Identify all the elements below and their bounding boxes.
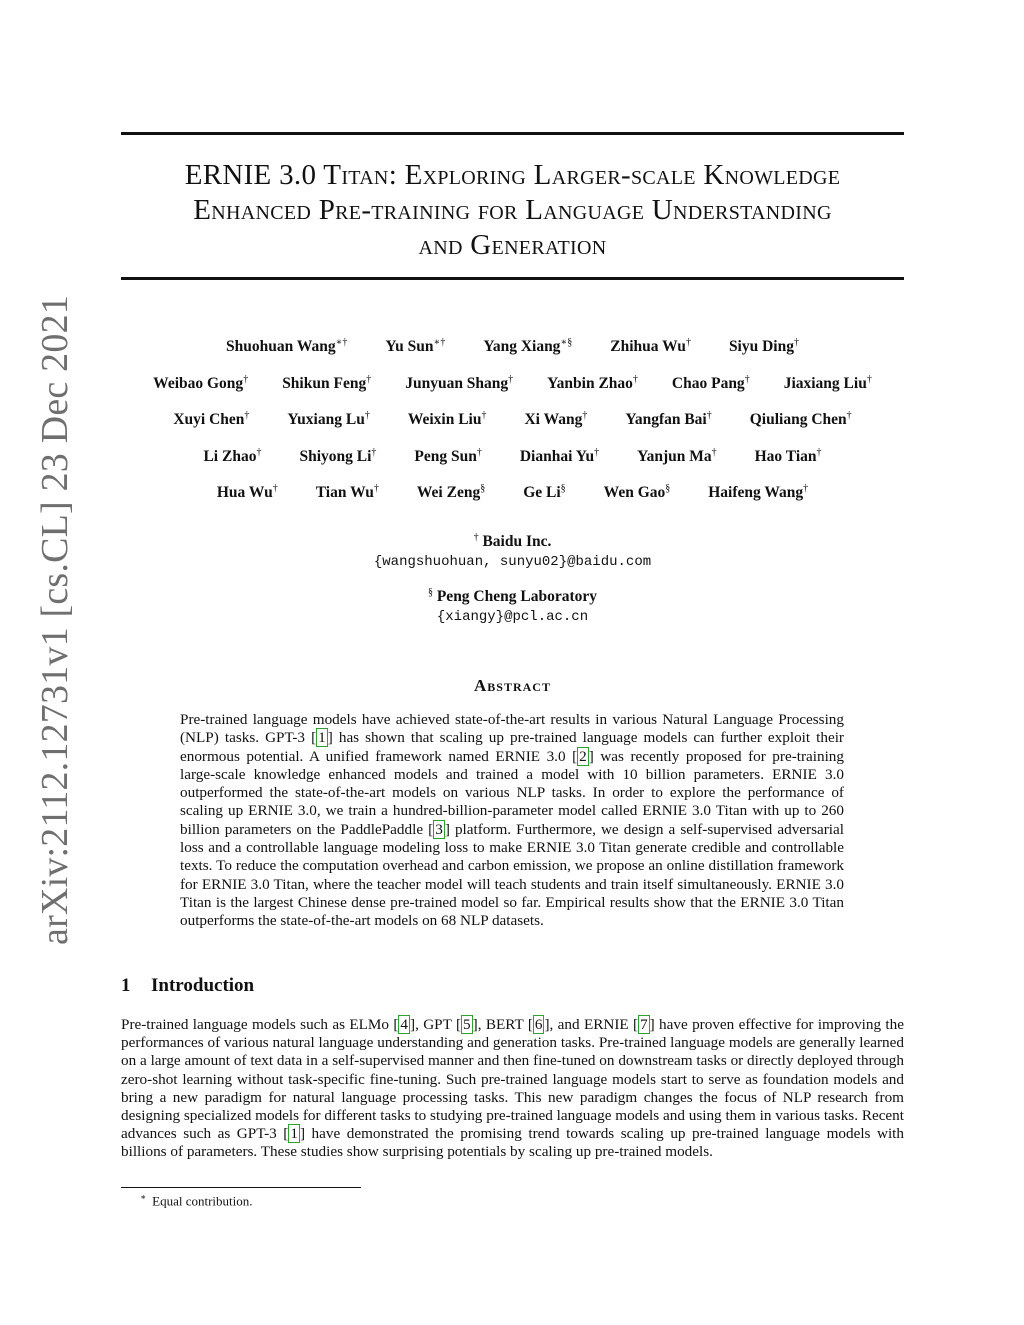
author: Weibao Gong† <box>153 373 249 392</box>
author: Yanbin Zhao† <box>547 373 638 392</box>
citation-link[interactable]: 3 <box>435 820 443 838</box>
author: Xi Wang† <box>524 410 588 429</box>
affiliation-baidu <box>121 532 904 570</box>
citation-link[interactable]: 7 <box>640 1016 648 1033</box>
citation-link[interactable]: 2 <box>579 747 587 765</box>
section-heading: 1 Introduction <box>121 975 255 996</box>
author: Yu Sun∗† <box>385 337 446 356</box>
author: Yanjun Ma† <box>637 446 717 465</box>
affiliation-email[interactable]: {xiangy}@pcl.ac.cn <box>436 609 589 626</box>
author: Siyu Ding† <box>728 337 799 356</box>
affiliation-pcl <box>121 587 904 625</box>
abstract-heading: Abstract <box>474 676 551 695</box>
author: Wei Zeng§ <box>416 483 486 502</box>
author: Peng Sun† <box>414 446 482 465</box>
citation-link[interactable]: 6 <box>534 1016 543 1033</box>
title-rule-bottom <box>121 277 904 280</box>
author: Shikun Feng† <box>282 373 372 392</box>
author-row <box>121 337 904 374</box>
affiliation-email[interactable]: {wangshuohuan, sunyu02}@baidu.com <box>373 554 652 571</box>
author: Yang Xiang∗§ <box>483 337 573 356</box>
citation-link[interactable]: 1 <box>318 729 326 747</box>
arxiv-stamp: arXiv:2112.12731v1 [cs.CL] 23 Dec 2021 <box>34 295 76 945</box>
citation-link[interactable]: 4 <box>400 1016 409 1033</box>
author: Zhihua Wu† <box>610 337 691 356</box>
affiliation-name: † Baidu Inc. <box>473 532 552 551</box>
citation-link[interactable]: 1 <box>290 1125 298 1143</box>
author-row <box>121 447 904 484</box>
author: Jiaxiang Liu† <box>783 373 872 392</box>
author: Qiuliang Chen† <box>749 410 852 429</box>
author: Chao Pang† <box>671 373 750 392</box>
author: Shiyong Li† <box>299 446 377 465</box>
footnote-rule <box>121 1187 361 1188</box>
title-line-1: ERNIE 3.0 Titan: Exploring Larger-scale Knowledge <box>184 159 841 191</box>
author: Yuxiang Lu† <box>287 410 370 429</box>
author: Ge Li§ <box>523 483 566 502</box>
abstract-body: Pre-trained language models have achieved state-of-the-art results in various Natural Language Processing (NLP) tasks. GPT-3 [ 1 ] has shown that scaling up pre-trained language models can further exploit their enormous potential. A unified framework named ERNIE 3.0 [ 2 ] was recently proposed for pre-training large-scale knowledge enhanced models and trained a model with 10 billion parameters. ERNIE 3.0 outperformed the state-of-the-art models on various NLP tasks. In order to explore the performance of scaling up ERNIE 3.0, we train a hundred-billion-parameter model called ERNIE 3.0 Titan with up to 260 billion parameters on the PaddlePaddle [ 3 ] platform. Furthermore, we design a self-supervised adversarial loss and a controllable language modeling loss to make ERNIE 3.0 Titan generate credible and controllable texts. To reduce the computation overhead and carbon emission, we propose an online distillation framework for ERNIE 3.0 Titan, where the teacher model will teach students and train itself simultaneously. ERNIE 3.0 Titan is the largest Chinese dense pre-trained model so far. Empirical results show that the ERNIE 3.0 Titan outperforms the state-of-the-art models on 68 NLP datasets. <box>180 711 844 930</box>
title-line-2: Enhanced Pre-training for Language Understanding <box>193 194 832 226</box>
author-row <box>121 410 904 447</box>
citation-link[interactable]: 5 <box>463 1016 471 1033</box>
author: Li Zhao† <box>203 446 262 465</box>
author: Yangfan Bai† <box>625 410 712 429</box>
author: Shuohuan Wang∗† <box>226 337 348 356</box>
footnote: ∗ Equal contribution. <box>140 1192 253 1209</box>
author: Hao Tian† <box>754 446 822 465</box>
author-list <box>121 337 904 520</box>
author: Hua Wu† <box>216 483 278 502</box>
author: Xuyi Chen† <box>173 410 250 429</box>
author: Haifeng Wang† <box>708 483 809 502</box>
author-row <box>121 374 904 411</box>
introduction-body: Pre-trained language models such as ELMo [ 4 ], GPT [ 5 ], BERT [ 6 ], and ERNIE [ 7 ] have proven effective for improving the performances of various natural language understanding and generation tasks. Pre-trained language models are generally learned on a large amount of text data in a self-supervised manner and then fine-tuned on downstream tasks or directly deployed through zero-shot learning without task-specific fine-tuning. Such pre-trained language models start to serve as foundation models and bring a new paradigm for natural language processing tasks. This new paradigm changes the focus of NLP research from designing specialized models for different tasks to studying pre-trained language models and using them in various tasks. Recent advances such as GPT-3 [ 1 ] have demonstrated the promising trend towards scaling up pre-trained language models with billions of parameters. These studies show surprising potentials by scaling up pre-trained models. <box>121 1016 904 1161</box>
author: Tian Wu† <box>315 483 379 502</box>
title-rule-top <box>121 132 904 135</box>
author: Dianhai Yu† <box>519 446 600 465</box>
author: Wen Gao§ <box>603 483 671 502</box>
author-row <box>121 483 904 520</box>
title-line-3: and Generation <box>418 229 607 261</box>
paper-title <box>121 158 904 263</box>
author: Junyuan Shang† <box>405 373 514 392</box>
affiliation-name: § Peng Cheng Laboratory <box>427 587 598 606</box>
author: Weixin Liu† <box>407 410 487 429</box>
